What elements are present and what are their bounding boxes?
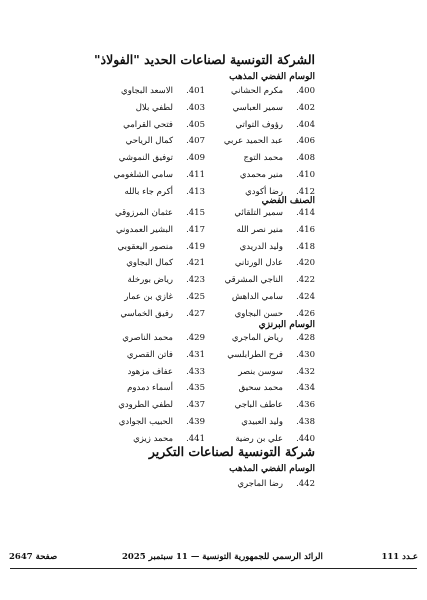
section1-title: الشركة التونسية لصناعات الحديد "الفولاذ"	[93, 52, 315, 67]
list-item	[127, 275, 205, 286]
entry-number: 431.	[186, 349, 205, 360]
entry-number: 410.	[296, 170, 315, 180]
entry-number: 421.	[186, 258, 205, 269]
entry-name: وليد العبيدي	[241, 417, 283, 427]
list-item	[118, 400, 205, 411]
entry-number: 402.	[296, 102, 315, 113]
entry-number: 415.	[186, 208, 205, 218]
entry-name: البشير العمدوني	[115, 224, 173, 235]
entry-number: 440.	[296, 433, 315, 444]
entry-name: الناجي المشرقي	[224, 275, 283, 286]
entry-name: منير محمدي	[239, 170, 283, 180]
entry-number: 400.	[296, 86, 315, 96]
list-item	[237, 479, 315, 490]
entry-number: 413.	[186, 186, 205, 197]
section2-title: شركة التونسية لصناعات التكرير	[148, 444, 315, 459]
entry-number: 406.	[296, 136, 315, 147]
list-item	[127, 350, 205, 361]
list-item	[124, 292, 205, 303]
entry-number: 439.	[186, 417, 205, 427]
list-item	[119, 153, 205, 164]
entry-name: أكرم جاء بالله	[124, 186, 173, 197]
entry-name: رضا الماجري	[237, 479, 283, 489]
list-item	[128, 367, 205, 378]
entry-name: رياض الماجري	[231, 333, 283, 343]
list-item	[241, 417, 315, 428]
list-item	[124, 187, 205, 198]
entry-number: 430.	[296, 349, 315, 360]
entry-number: 426.	[296, 308, 315, 319]
section1-sub3-title: الوسام البرنزي	[258, 320, 315, 330]
entry-name: محمد زيزي	[133, 433, 173, 444]
entry-number: 425.	[186, 292, 205, 302]
entry-name: وليد الدريدي	[239, 241, 283, 252]
entry-number: 411.	[186, 170, 205, 180]
entry-name: عادل الورتاني	[234, 258, 283, 269]
entry-name: لطفي بلال	[135, 102, 173, 113]
entry-name: عبد الحميد عربي	[223, 136, 283, 147]
entry-name: فاتن القصري	[126, 349, 173, 360]
list-item	[233, 103, 315, 114]
list-item	[113, 170, 205, 181]
entry-name: علي بن رضية	[235, 433, 283, 444]
entry-number: 416.	[296, 224, 315, 235]
entry-name: منير نصر الله	[236, 224, 283, 235]
list-item	[239, 383, 315, 394]
list-item	[243, 153, 315, 164]
section1-sub1-title: الوسام الفضي المذهب	[229, 72, 315, 82]
entry-number: 423.	[186, 275, 205, 286]
section2-sub1-title: الوسام الفضي المذهب	[229, 464, 315, 474]
footer-publication: الرائد الرسمي للجمهورية التونسية — 11 سبتمبر 2025	[122, 552, 323, 562]
entry-name: عفاف مزهود	[127, 366, 173, 377]
entry-name: محمد الناصري	[122, 333, 173, 343]
section1-sub2-title: الصنف الفضي	[261, 196, 315, 206]
entry-name: رؤوف التواتي	[235, 119, 283, 130]
entry-name: مكرم الحشاني	[231, 86, 283, 96]
list-item	[232, 333, 315, 344]
footer-divider	[10, 568, 417, 569]
entry-number: 414.	[296, 208, 315, 218]
list-item	[227, 350, 315, 361]
entry-name: سامي الشلغومي	[113, 170, 173, 180]
entry-number: 405.	[186, 119, 205, 130]
entry-number: 441.	[186, 433, 205, 444]
list-item	[118, 242, 205, 253]
entry-name: عثمان المرزوقي	[115, 208, 173, 218]
entry-name: رفيق الخماسي	[120, 308, 173, 319]
entry-name: توفيق النموشي	[118, 153, 173, 164]
list-item	[235, 309, 315, 320]
entry-number: 418.	[296, 241, 315, 252]
entry-name: الحبيب الجوادي	[118, 417, 173, 427]
page-footer	[0, 552, 427, 566]
entry-name: رياض بورخلة	[127, 275, 173, 286]
entry-number: 424.	[296, 292, 315, 302]
entry-number: 403.	[186, 102, 205, 113]
entry-name: رضا أكودي	[245, 186, 283, 197]
entry-number: 420.	[296, 258, 315, 269]
list-item	[126, 258, 205, 269]
list-item	[231, 86, 315, 97]
entry-number: 438.	[296, 417, 315, 427]
entry-name: أسماء دمدوم	[127, 383, 173, 394]
list-item	[234, 208, 315, 219]
entry-number: 412.	[296, 186, 315, 197]
entry-number: 409.	[186, 153, 205, 164]
entry-name: محمد سحيق	[238, 383, 283, 394]
list-item	[115, 208, 205, 219]
entry-name: حسن البجاوي	[234, 308, 283, 319]
list-item	[127, 383, 205, 394]
entry-number: 434.	[296, 383, 315, 394]
entry-name: الاسعد البجاوي	[121, 86, 173, 96]
entry-name: محمد التوج	[243, 153, 283, 164]
entry-name: فرح الطرابلسي	[227, 349, 283, 360]
list-item	[119, 417, 205, 428]
entry-number: 427.	[186, 308, 205, 319]
list-item	[235, 400, 315, 411]
entry-number: 442.	[296, 479, 315, 489]
list-item	[224, 136, 315, 147]
entry-number: 419.	[186, 241, 205, 252]
list-item	[232, 292, 315, 303]
list-item	[123, 120, 205, 131]
entry-number: 422.	[296, 275, 315, 286]
footer-issue-number: عـدد 111	[381, 552, 418, 562]
list-item	[121, 86, 205, 97]
list-item	[235, 258, 315, 269]
entry-name: لطفي الطرودي	[118, 400, 173, 411]
entry-number: 432.	[296, 366, 315, 377]
entry-number: 408.	[296, 153, 315, 164]
entry-number: 428.	[296, 333, 315, 343]
entry-name: كمال الرياحي	[125, 136, 173, 147]
list-item	[136, 103, 205, 114]
entry-name: كمال البجاوي	[126, 258, 173, 269]
list-item	[240, 170, 315, 181]
entry-number: 429.	[186, 333, 205, 343]
list-item	[240, 242, 315, 253]
list-item	[126, 136, 205, 147]
list-item	[236, 225, 315, 236]
entry-number: 417.	[186, 224, 205, 235]
footer-page-number: صفحة 2647	[9, 552, 58, 562]
list-item	[225, 275, 315, 286]
entry-name: سامي الداهش	[231, 292, 283, 302]
list-item	[122, 333, 205, 344]
entry-name: سمير العباسي	[232, 102, 283, 113]
list-item	[238, 367, 315, 378]
entry-name: سمير التلقائي	[234, 208, 283, 218]
entry-number: 435.	[186, 383, 205, 394]
list-item	[120, 309, 205, 320]
entry-number: 436.	[296, 400, 315, 411]
entry-name: سوسن بنصر	[238, 366, 283, 377]
entry-name: فتحي القرامي	[123, 119, 173, 130]
entry-name: منصور اليعقوبي	[117, 241, 173, 252]
entry-number: 401.	[186, 86, 205, 96]
entry-number: 433.	[186, 366, 205, 377]
list-item	[235, 120, 315, 131]
list-item	[116, 225, 205, 236]
entry-number: 407.	[186, 136, 205, 147]
entry-number: 437.	[186, 400, 205, 411]
entry-number: 404.	[296, 119, 315, 130]
entry-name: عاطف الباجي	[234, 400, 283, 411]
entry-name: غازي بن عمار	[124, 292, 173, 302]
